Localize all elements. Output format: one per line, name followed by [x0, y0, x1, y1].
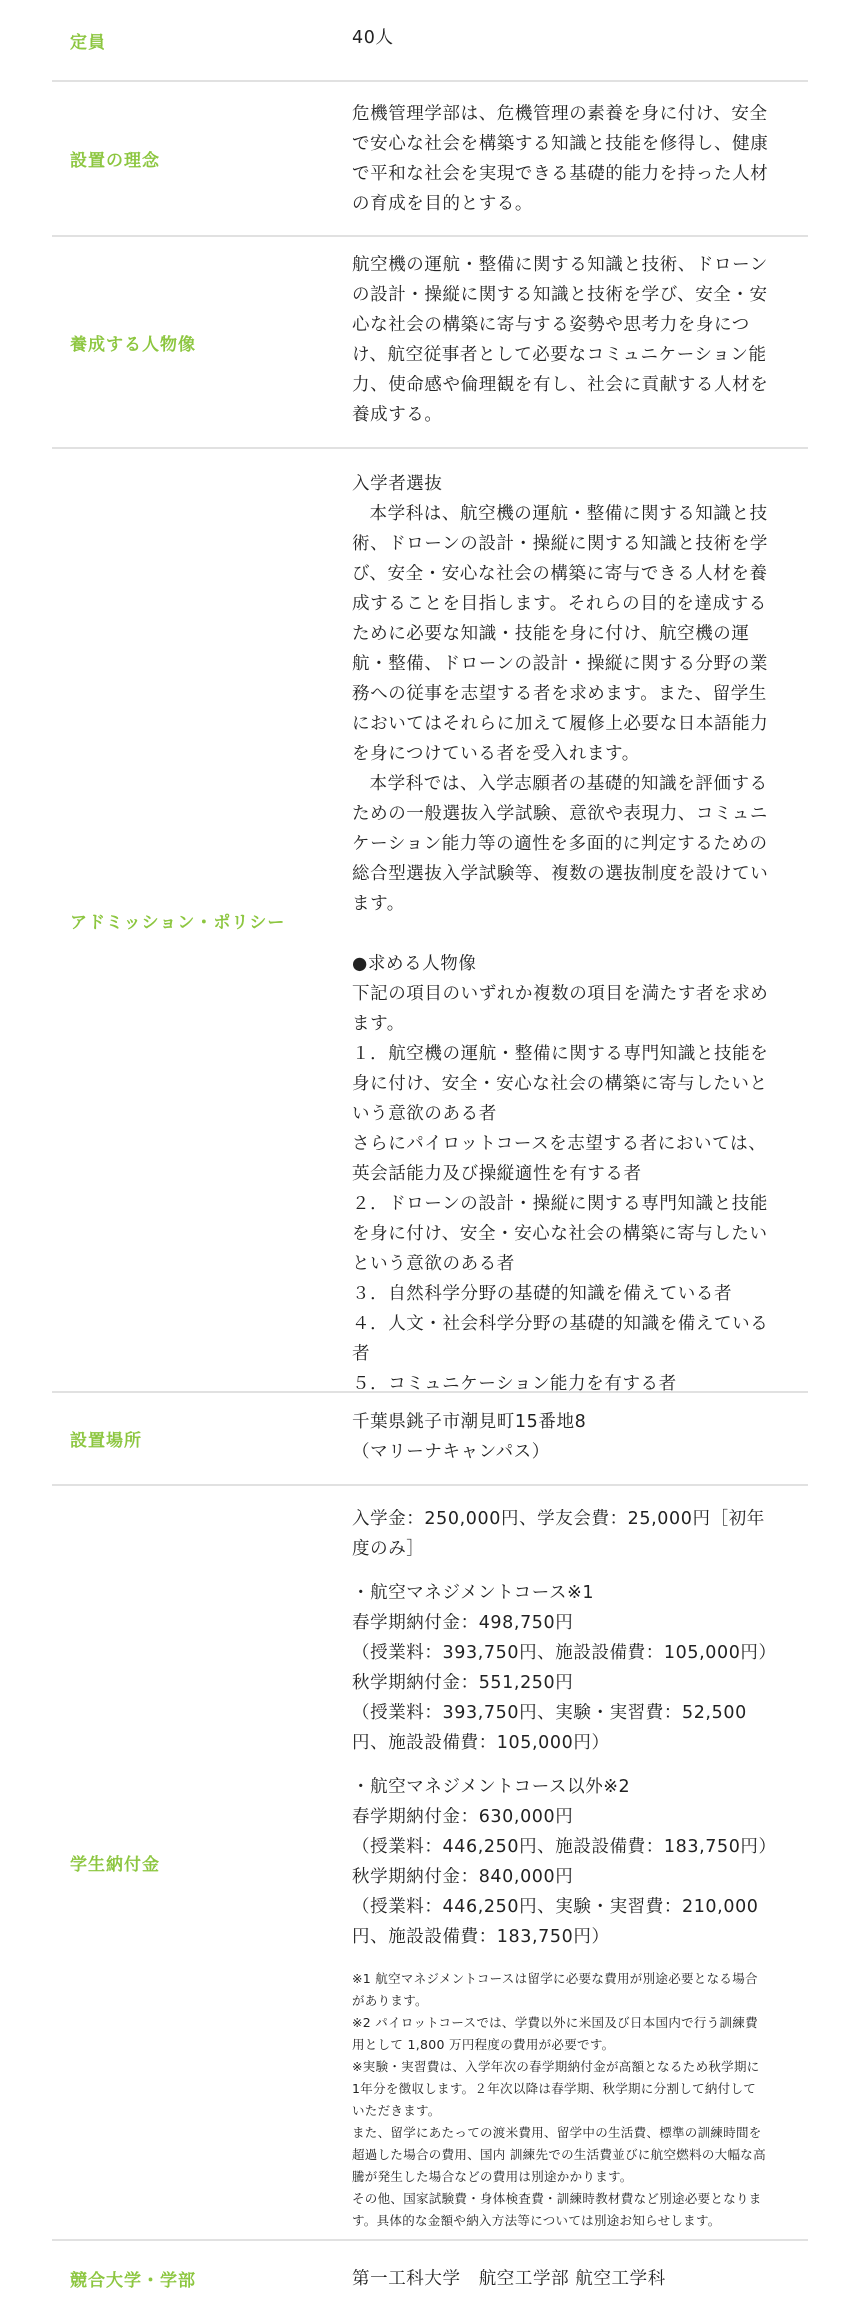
- text-line: ３．自然科学分野の基礎的知識を備えている者: [352, 1284, 733, 1304]
- text-line: 者: [352, 1344, 371, 1364]
- row-competitor: [52, 2241, 808, 2316]
- text-line: 本学科では、入学志願者の基礎的知識を評価する: [369, 774, 768, 794]
- text-line: （授業料：446,250円、施設設備費：183,750円）: [352, 1837, 777, 1857]
- text-line: 英会話能力及び操縦適性を有する者: [352, 1164, 642, 1184]
- sought-heading: ●求める人物像: [352, 954, 477, 974]
- note-line: また、留学にあたっての渡米費用、留学中の生活費、標準の訓練時間を: [352, 2125, 762, 2140]
- text-line: ４．人文・社会科学分野の基礎的知識を備えている: [352, 1314, 769, 1334]
- text-line: 春学期納付金：630,000円: [352, 1807, 574, 1827]
- text-line: 秋学期納付金：840,000円: [352, 1867, 574, 1887]
- text-line: ます。: [352, 1014, 405, 1034]
- row-ideal-person: [52, 237, 808, 449]
- note-line: があります。: [352, 1993, 428, 2008]
- text-line: 総合型選抜入学試験等、複数の選抜制度を設けてい: [352, 864, 769, 884]
- text-line: の育成を目的とする。: [352, 194, 533, 214]
- text-line: 円、施設設備費：183,750円）: [352, 1927, 610, 1947]
- row-value: [352, 2241, 808, 2316]
- text-line: 本学科は、航空機の運航・整備に関する知識と技: [369, 504, 768, 524]
- text-line: ケーション能力等の適性を多面的に判定するための: [352, 834, 768, 854]
- text-line: 円、施設設備費：105,000円）: [352, 1733, 610, 1753]
- text-line: 成することを目指します。それらの目的を達成する: [352, 594, 767, 614]
- row-philosophy: [52, 82, 808, 237]
- text-line: さらにパイロットコースを志望する者においては、: [352, 1134, 767, 1154]
- note-line: ※2 パイロットコースでは、学費以外に米国及び日本国内で行う訓練費: [352, 2015, 758, 2030]
- text-line: け、航空従事者として必要なコミュニケーション能: [352, 345, 767, 365]
- row-value: [352, 0, 808, 80]
- text-line: 千葉県銚子市潮見町15番地8: [352, 1412, 587, 1432]
- text-line: 下記の項目のいずれか複数の項目を満たす者を求め: [352, 984, 769, 1004]
- row-location: [52, 1393, 808, 1486]
- text-line: 術、ドローンの設計・操縦に関する知識と技術を学: [352, 534, 768, 554]
- row-value: [352, 1393, 808, 1484]
- row-capacity: [52, 0, 808, 82]
- note-line: ※1 航空マネジメントコースは留学に必要な費用が別途必要となる場合: [352, 1971, 758, 1986]
- text-line: 入学金：250,000円、学友会費：25,000円［初年: [352, 1509, 765, 1529]
- row-label: 設置場所: [70, 1431, 142, 1451]
- row-label: 競合大学・学部: [70, 2271, 196, 2291]
- row-label: 設置の理念: [70, 151, 160, 171]
- text-line: 危機管理学部は、危機管理の素養を身に付け、安全: [352, 104, 768, 124]
- row-admission-policy: [52, 449, 808, 1393]
- text-line: 務への従事を志望する者を求めます。また、留学生: [352, 684, 767, 704]
- row-label: 学生納付金: [70, 1855, 160, 1875]
- text-line: 力、使命感や倫理観を有し、社会に貢献する人材を: [352, 375, 769, 395]
- text-line: 秋学期納付金：551,250円: [352, 1673, 574, 1693]
- note-line: ※実験・実習費は、入学年次の春学期納付金が高額となるため秋学期に: [352, 2059, 760, 2074]
- text-line: においてはそれらに加えて履修上必要な日本語能力: [352, 714, 769, 734]
- text-line: ための一般選抜入学試験、意欲や表現力、コミュニ: [352, 804, 768, 824]
- text-line: を身に付け、安全・安心な社会の構築に寄与したい: [352, 1224, 768, 1244]
- capacity-value: 40人: [352, 28, 394, 48]
- row-value: [352, 82, 808, 235]
- text-line: 春学期納付金：498,750円: [352, 1613, 574, 1633]
- text-line: 度のみ］: [352, 1539, 425, 1559]
- note-line: 超過した場合の費用、国内 訓練先での生活費並びに航空燃料の大幅な高: [352, 2147, 766, 2162]
- text-line: で平和な社会を実現できる基礎的能力を持った人材: [352, 164, 769, 184]
- text-line: ２．ドローンの設計・操縦に関する専門知識と技能: [352, 1194, 768, 1214]
- text-line: び、安全・安心な社会の構築に寄与できる人材を養: [352, 564, 768, 584]
- text-line: ５．コミュニケーション能力を有する者: [352, 1374, 677, 1394]
- admission-heading: 入学者選抜: [352, 474, 443, 494]
- row-value: [352, 449, 808, 1394]
- text-line: ます。: [352, 894, 405, 914]
- row-label: 養成する人物像: [70, 334, 196, 355]
- fee-notes: [352, 1968, 796, 2232]
- text-line: 航空機の運航・整備に関する知識と技術、ドローン: [352, 255, 768, 275]
- text-line: 航・整備、ドローンの設計・操縦に関する分野の業: [352, 654, 768, 674]
- row-value: [352, 237, 808, 447]
- note-line: いただきます。: [352, 2103, 441, 2118]
- info-table: [52, 0, 808, 2316]
- note-line: 1年分を徴収します。２年次以降は春学期、秋学期に分割して納付して: [352, 2081, 757, 2096]
- row-value: [352, 1486, 808, 2239]
- row-fees: [52, 1486, 808, 2241]
- text-line: ・航空マネジメントコース※1: [352, 1583, 595, 1603]
- text-line: 心な社会の構築に寄与する姿勢や思考力を身につ: [352, 315, 750, 335]
- text-line: （授業料：393,750円、施設設備費：105,000円）: [352, 1643, 777, 1663]
- note-line: す。具体的な金額や納入方法等については別途お知らせします。: [352, 2213, 721, 2228]
- note-line: その他、国家試験費・身体検査費・訓練時教材費など別途必要となりま: [352, 2191, 762, 2206]
- competitor-value: 第一工科大学 航空工学部 航空工学科: [352, 2268, 666, 2289]
- text-line: （マリーナキャンパス）: [352, 1442, 550, 1462]
- text-line: ために必要な知識・技能を身に付け、航空機の運: [352, 624, 750, 644]
- note-line: 用として 1,800 万円程度の費用が必要です。: [352, 2037, 615, 2052]
- text-line: 身に付け、安全・安心な社会の構築に寄与したいと: [352, 1074, 768, 1094]
- row-label: アドミッション・ポリシー: [70, 912, 286, 933]
- text-line: という意欲のある者: [352, 1254, 515, 1274]
- note-line: 騰が発生した場合などの費用は別途かかります。: [352, 2169, 633, 2184]
- row-label: 定員: [70, 32, 106, 53]
- text-line: で安心な社会を構築する知識と技能を修得し、健康: [352, 134, 769, 154]
- text-line: ・航空マネジメントコース以外※2: [352, 1777, 631, 1797]
- text-line: （授業料：393,750円、実験・実習費：52,500: [352, 1703, 747, 1723]
- text-line: の設計・操縦に関する知識と技術を学び、安全・安: [352, 285, 768, 305]
- text-line: （授業料：446,250円、実験・実習費：210,000: [352, 1897, 759, 1917]
- text-line: 養成する。: [352, 405, 443, 425]
- text-line: １．航空機の運航・整備に関する専門知識と技能を: [352, 1044, 769, 1064]
- text-line: を身につけている者を受入れます。: [352, 744, 640, 764]
- text-line: いう意欲のある者: [352, 1104, 497, 1124]
